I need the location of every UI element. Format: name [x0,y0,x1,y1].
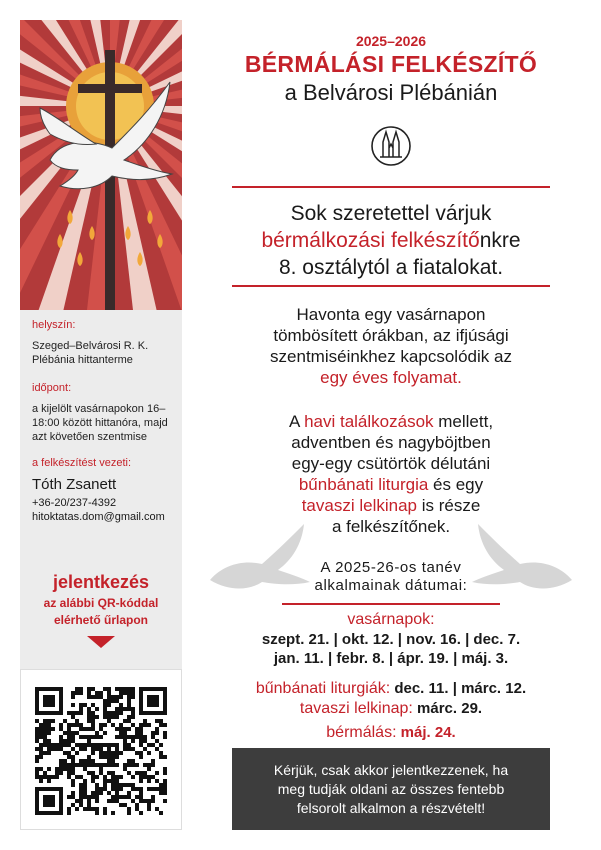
page-title: BÉRMÁLÁSI FELKÉSZÍTŐ [244,51,538,77]
sundays-label: vasárnapok: [347,611,435,628]
confirmation-value: máj. 24. [396,724,456,741]
meetings-line [196,411,586,432]
phone-number[interactable]: +36-20/237-4392 [32,497,117,509]
text-fragment: mellett, [433,412,494,431]
dates-intro-line: alkalmainak dátumai: [314,577,468,594]
meetings-line [196,474,586,495]
highlight-fragment: tavaszi lelkinap [301,496,417,515]
confirmation-label: bérmálás: [326,724,397,741]
penance-value: dec. 11. | márc. 12. [390,680,527,697]
time-value: a kijelölt vasárnapokon 16–18:00 között hittanóra, majd azt követően szentmise [32,403,168,443]
notice-line: felsorolt alkalmon a részvételt! [296,800,486,816]
welcome-line: 8. osztálytól a fiatalokat. [278,256,504,279]
time-label: időpont: [32,382,72,394]
location-label: helyszín: [32,319,76,331]
meetings-line: egy-egy csütörtök délutáni [291,454,491,473]
monthly-highlight: egy éves folyamat. [320,368,462,387]
sundays-line: jan. 11. | febr. 8. | ápr. 19. | máj. 3. [273,650,509,667]
cathedral-logo-icon [370,124,412,168]
welcome-suffix: nkre [479,229,521,252]
notice-line: Kérjük, csak akkor jelentkezzenek, ha [273,762,509,778]
arrow-down-icon [87,636,115,648]
welcome-line [196,227,586,254]
signup-subtitle-line: az alábbi QR-kóddal [43,596,159,610]
retreat-label: tavaszi lelkinap: [299,700,413,717]
meetings-line: adventben és nagyböjtben [291,433,491,452]
page-subtitle: a Belvárosi Plébánián [284,80,498,105]
penance-dates [196,680,586,698]
confirmation-date [196,724,586,742]
welcome-text [196,200,586,281]
holy-spirit-dove-illustration [20,20,182,310]
text-fragment: is része [416,496,481,515]
monthly-description [196,304,586,388]
text-fragment: A [288,412,305,431]
event-details [32,318,182,524]
notice-line: meg tudják oldani az összes fentebb [277,781,505,797]
signup-subtitle-line: elérhető űrlapon [53,613,148,627]
retreat-value: márc. 29. [412,700,483,717]
monthly-line: szentmiséinkhez kapcsolódik az [270,347,512,366]
leader-label: a felkészítést vezeti: [32,457,132,469]
highlight-fragment: bűnbánati liturgia [298,475,429,494]
dates-intro [196,559,586,595]
monthly-line: Havonta egy vasárnapon [296,305,486,324]
text-fragment: és egy [428,475,484,494]
signup-block [20,572,182,648]
sundays-line: szept. 21. | okt. 12. | nov. 16. | dec. 7. [261,631,521,648]
qr-code-panel [20,669,182,830]
qr-code-icon[interactable] [35,687,167,815]
divider [282,603,500,605]
welcome-highlight: bérmálkozási felkészítő [261,229,480,252]
location-value: Szeged–Belvárosi R. K. Plébánia hittanterme [32,340,149,366]
meetings-description [196,411,586,537]
sundays-dates [196,630,586,668]
penance-label: bűnbánati liturgiák: [255,680,391,697]
notice-box [232,748,550,830]
divider [232,285,550,287]
retreat-date [196,700,586,718]
divider [232,186,550,188]
highlight-fragment: havi találkozások [304,412,434,431]
dates-intro-line: A 2025-26-os tanév [320,559,462,576]
school-year: 2025–2026 [355,33,427,49]
meetings-line: a felkészítőnek. [331,517,451,536]
welcome-line: Sok szeretettel várjuk [290,202,492,225]
leader-name: Tóth Zsanett [32,476,117,493]
email-address[interactable]: hitoktatas.dom@gmail.com [32,511,165,523]
monthly-line: tömbösített órákban, az ifjúsági [273,326,509,345]
sidebar [20,20,182,830]
meetings-line [196,495,586,516]
signup-title: jelentkezés [52,572,150,592]
signup-subtitle [20,595,182,629]
